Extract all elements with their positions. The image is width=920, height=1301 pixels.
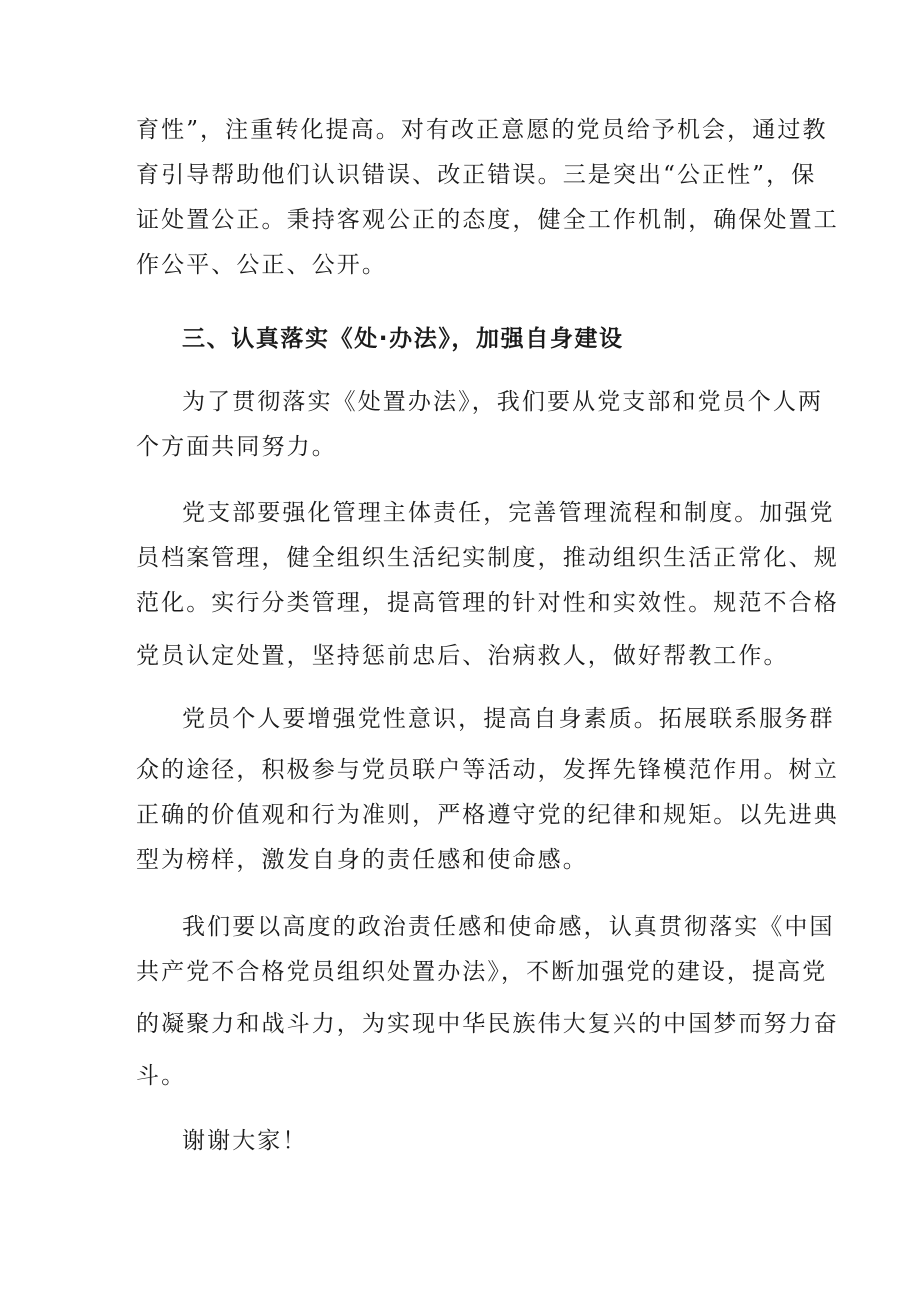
text-line: 个方面共同努力。 [136, 434, 337, 460]
text-line: 育引导帮助他们认识错误、改正错误。三是突出“公正性”，保 [136, 162, 817, 188]
text-line: 型为榜样，激发自身的责任感和使命感。 [136, 847, 588, 873]
section-heading: 三、认真落实《处·办法》，加强自身建设 [182, 326, 624, 352]
text-line: 斗。 [136, 1063, 187, 1089]
text-line: 为了贯彻落实《处置办法》，我们要从党支部和党员个人两 [182, 389, 824, 415]
text-line: 育性”，注重转化提高。对有改正意愿的党员给予机会，通过教 [136, 117, 828, 143]
text-line: 证处置公正。秉持客观公正的态度，健全工作机制，确保处置工 [136, 207, 839, 233]
text-line: 员档案管理，健全组织生活纪实制度，推动组织生活正常化、规 [136, 545, 839, 571]
text-line: 范化。实行分类管理，提高管理的针对性和实效性。规范不合格 [136, 590, 839, 616]
text-line: 党员认定处置，坚持惩前忠后、治病救人，做好帮教工作。 [136, 643, 789, 669]
text-line: 党支部要强化管理主体责任，完善管理流程和制度。加强党 [182, 500, 835, 526]
text-line: 作公平、公正、公开。 [136, 252, 387, 278]
closing-line: 谢谢大家！ [182, 1128, 308, 1154]
text-line: 共产党不合格党员组织处置办法》，不断加强党的建设，提高党 [136, 959, 828, 985]
text-line: 正确的价值观和行为准则，严格遵守党的纪律和规矩。以先进典 [136, 802, 839, 828]
text-line: 众的途径，积极参与党员联户等活动，发挥先锋模范作用。树立 [136, 757, 839, 783]
text-line: 党员个人要增强党性意识，提高自身素质。拓展联系服务群 [182, 706, 835, 732]
text-line: 我们要以高度的政治责任感和使命感，认真贯彻落实《中国 [182, 914, 835, 940]
text-line: 的凝聚力和战斗力，为实现中华民族伟大复兴的中国梦而努力奋 [136, 1011, 839, 1037]
